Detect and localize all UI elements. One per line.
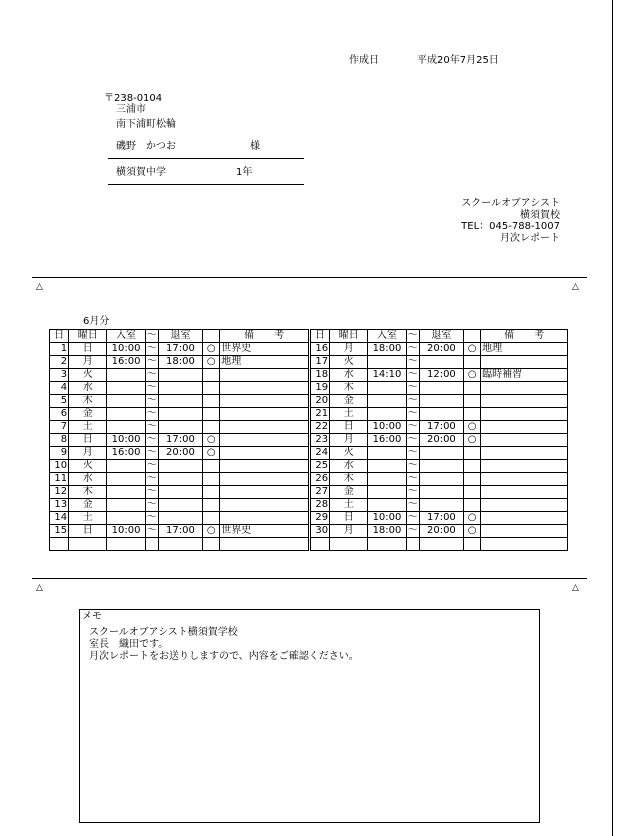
checkout-cell: 20:00 [158, 447, 202, 460]
day-cell: 19 [310, 382, 329, 395]
weekday-cell: 火 [330, 447, 368, 460]
day-cell: 18 [310, 369, 329, 382]
header-checkout: 退室 [419, 330, 463, 343]
recipient-city: 三浦市 [116, 104, 146, 115]
day-cell: 28 [310, 499, 329, 512]
checkin-cell [107, 499, 145, 512]
checkout-cell [158, 421, 202, 434]
weekday-cell: 木 [69, 486, 107, 499]
recipient-name: 磯野 かつお [116, 141, 176, 152]
mark-cell [464, 356, 481, 369]
recipient-address: 南下浦町松輪 [116, 119, 176, 130]
mark-cell: ○ [464, 525, 481, 538]
checkout-cell [419, 395, 463, 408]
remarks-cell [220, 421, 309, 434]
checkin-cell [368, 486, 406, 499]
checkout-cell [158, 486, 202, 499]
header-checkin: 入室 [107, 330, 145, 343]
table-row [50, 538, 568, 551]
remarks-cell [220, 538, 309, 551]
weekday-cell: 水 [69, 473, 107, 486]
tilde-cell: 〜 [407, 369, 418, 380]
day-cell [50, 538, 69, 551]
sender-tel: TEL：045-788-1007 [461, 221, 560, 232]
checkin-cell: 18:00 [368, 343, 406, 356]
tilde-cell: 〜 [146, 356, 157, 367]
remarks-cell [220, 382, 309, 395]
sender-report-title: 月次レポート [500, 233, 560, 244]
checkin-cell [368, 395, 406, 408]
remarks-cell [481, 408, 568, 421]
day-cell: 1 [50, 343, 69, 356]
mark-cell [203, 460, 220, 473]
checkout-cell [158, 460, 202, 473]
weekday-cell: 火 [330, 356, 368, 369]
created-date: 平成20年7月25日 [417, 55, 499, 66]
remarks-cell: 世界史 [220, 525, 309, 538]
checkin-cell [368, 499, 406, 512]
tilde-cell [145, 538, 158, 551]
mark-cell: ○ [464, 343, 481, 356]
mark-cell [464, 460, 481, 473]
day-cell: 9 [50, 447, 69, 460]
remarks-cell [481, 499, 568, 512]
tilde-cell: 〜 [146, 369, 157, 380]
weekday-cell: 日 [330, 512, 368, 525]
mark-cell: ○ [203, 525, 220, 538]
tilde-cell: 〜 [146, 486, 157, 497]
table-row [50, 525, 568, 538]
fold-marker-right: △ [572, 583, 579, 593]
checkout-cell [419, 447, 463, 460]
weekday-cell: 火 [69, 460, 107, 473]
name-underline [108, 158, 304, 159]
recipient-grade: 1年 [236, 167, 253, 178]
fold-marker-right: △ [572, 282, 579, 292]
checkin-cell [368, 356, 406, 369]
day-cell: 21 [310, 408, 329, 421]
day-cell: 4 [50, 382, 69, 395]
checkin-cell [107, 512, 145, 525]
day-cell: 15 [50, 525, 69, 538]
table-row [50, 369, 568, 382]
tilde-cell: 〜 [146, 421, 157, 432]
day-cell [310, 538, 329, 551]
sender-branch: 横須賀校 [520, 210, 560, 221]
memo-line: 月次レポートをお送りしますので、内容をご確認ください。 [89, 651, 359, 662]
weekday-cell: 木 [330, 382, 368, 395]
tilde-cell: 〜 [407, 421, 418, 432]
mark-cell [203, 473, 220, 486]
tilde-cell: 〜 [407, 434, 418, 445]
checkout-cell: 17:00 [158, 343, 202, 356]
table-row [50, 408, 568, 421]
day-cell: 6 [50, 408, 69, 421]
checkout-cell: 20:00 [419, 434, 463, 447]
remarks-cell: 臨時補習 [481, 369, 568, 382]
recipient-school: 横須賀中学 [116, 167, 166, 178]
day-cell: 20 [310, 395, 329, 408]
weekday-cell: 日 [330, 421, 368, 434]
table-header-row [50, 330, 568, 343]
tilde-cell: 〜 [407, 512, 418, 523]
mark-cell [203, 538, 220, 551]
remarks-cell: 地理 [481, 343, 568, 356]
checkout-cell [419, 538, 463, 551]
weekday-cell: 金 [330, 486, 368, 499]
checkout-cell: 20:00 [419, 343, 463, 356]
honorific: 様 [250, 141, 260, 152]
mark-cell: ○ [203, 343, 220, 356]
remarks-cell [481, 395, 568, 408]
day-cell: 8 [50, 434, 69, 447]
mark-cell [203, 421, 220, 434]
mark-cell [464, 408, 481, 421]
weekday-cell: 月 [330, 525, 368, 538]
day-cell: 7 [50, 421, 69, 434]
mark-cell [464, 447, 481, 460]
header-weekday: 曜日 [330, 330, 368, 343]
checkout-cell: 17:00 [419, 421, 463, 434]
checkin-cell: 14:10 [368, 369, 406, 382]
created-label: 作成日 [349, 55, 379, 66]
checkout-cell [419, 499, 463, 512]
day-cell: 2 [50, 356, 69, 369]
checkin-cell: 10:00 [107, 343, 145, 356]
mark-cell: ○ [464, 434, 481, 447]
section-divider-top [32, 277, 587, 278]
header-tilde: 〜 [146, 330, 157, 341]
day-cell: 10 [50, 460, 69, 473]
mark-cell: ○ [464, 369, 481, 382]
day-cell: 25 [310, 460, 329, 473]
tilde-cell: 〜 [146, 512, 157, 523]
checkin-cell: 10:00 [107, 525, 145, 538]
remarks-cell [220, 408, 309, 421]
weekday-cell [330, 538, 368, 551]
tilde-cell: 〜 [146, 499, 157, 510]
header-tilde: 〜 [407, 330, 418, 341]
weekday-cell: 水 [330, 460, 368, 473]
month-label: 6月分 [83, 316, 110, 327]
table-row [50, 473, 568, 486]
day-cell: 13 [50, 499, 69, 512]
tilde-cell: 〜 [407, 408, 418, 419]
checkout-cell [158, 512, 202, 525]
day-cell: 29 [310, 512, 329, 525]
checkin-cell: 16:00 [107, 356, 145, 369]
checkout-cell [158, 408, 202, 421]
mark-cell [464, 382, 481, 395]
checkin-cell [107, 395, 145, 408]
fold-marker-left: △ [36, 282, 43, 292]
checkin-cell: 16:00 [107, 447, 145, 460]
remarks-cell [220, 395, 309, 408]
day-cell: 14 [50, 512, 69, 525]
checkout-cell: 17:00 [158, 434, 202, 447]
table-row [50, 382, 568, 395]
remarks-cell [481, 473, 568, 486]
memo-label: メモ [82, 611, 102, 622]
checkout-cell [419, 408, 463, 421]
checkout-cell [419, 382, 463, 395]
remarks-cell [220, 486, 309, 499]
weekday-cell: 水 [330, 369, 368, 382]
checkin-cell: 16:00 [368, 434, 406, 447]
weekday-cell: 火 [69, 369, 107, 382]
tilde-cell: 〜 [407, 486, 418, 497]
checkin-cell [107, 421, 145, 434]
weekday-cell: 日 [69, 525, 107, 538]
remarks-cell [481, 460, 568, 473]
checkout-cell [158, 382, 202, 395]
mark-cell [203, 486, 220, 499]
checkout-cell [158, 499, 202, 512]
weekday-cell: 日 [69, 434, 107, 447]
sender-org: スクールオブアシスト [461, 198, 560, 209]
checkin-cell [107, 473, 145, 486]
weekday-cell: 月 [69, 356, 107, 369]
mark-cell [203, 512, 220, 525]
tilde-cell [406, 538, 419, 551]
table-row [50, 356, 568, 369]
mark-cell [464, 473, 481, 486]
checkout-cell: 18:00 [158, 356, 202, 369]
memo-line: スクールオブアシスト横須賀学校 [89, 627, 238, 638]
checkout-cell [158, 538, 202, 551]
remarks-cell [481, 356, 568, 369]
table-row [50, 486, 568, 499]
tilde-cell: 〜 [146, 460, 157, 471]
fold-marker-left: △ [36, 583, 43, 593]
checkin-cell [107, 460, 145, 473]
day-cell: 5 [50, 395, 69, 408]
checkin-cell [107, 538, 145, 551]
tilde-cell: 〜 [146, 343, 157, 354]
remarks-cell: 世界史 [220, 343, 309, 356]
checkin-cell: 10:00 [368, 512, 406, 525]
weekday-cell: 土 [69, 512, 107, 525]
mark-cell [464, 538, 481, 551]
mark-cell: ○ [203, 356, 220, 369]
table-row [50, 447, 568, 460]
checkin-cell [368, 473, 406, 486]
checkout-cell [419, 356, 463, 369]
remarks-cell [481, 382, 568, 395]
school-underline [108, 184, 304, 185]
tilde-cell: 〜 [146, 395, 157, 406]
attendance-table [49, 329, 568, 551]
day-cell: 11 [50, 473, 69, 486]
checkin-cell: 10:00 [368, 421, 406, 434]
header-remarks: 備 考 [220, 330, 309, 343]
day-cell: 22 [310, 421, 329, 434]
weekday-cell: 木 [69, 395, 107, 408]
tilde-cell: 〜 [407, 343, 418, 354]
checkin-cell [107, 486, 145, 499]
day-cell: 3 [50, 369, 69, 382]
checkout-cell: 12:00 [419, 369, 463, 382]
day-cell: 16 [310, 343, 329, 356]
header-day: 日 [310, 330, 329, 343]
memo-line: 室長 織田です。 [89, 639, 169, 650]
day-cell: 30 [310, 525, 329, 538]
checkout-cell [158, 395, 202, 408]
mark-cell [203, 369, 220, 382]
remarks-cell [481, 447, 568, 460]
checkin-cell [107, 382, 145, 395]
mark-cell: ○ [203, 434, 220, 447]
mark-cell: ○ [203, 447, 220, 460]
weekday-cell: 日 [69, 343, 107, 356]
tilde-cell: 〜 [407, 356, 418, 367]
mark-cell [203, 395, 220, 408]
remarks-cell [220, 473, 309, 486]
checkout-cell: 17:00 [158, 525, 202, 538]
tilde-cell: 〜 [146, 408, 157, 419]
remarks-cell [481, 525, 568, 538]
postal-code: 〒238-0104 [104, 93, 163, 104]
checkin-cell [107, 408, 145, 421]
checkin-cell [368, 447, 406, 460]
mark-cell: ○ [464, 421, 481, 434]
tilde-cell: 〜 [146, 525, 157, 536]
tilde-cell: 〜 [146, 473, 157, 484]
tilde-cell: 〜 [407, 499, 418, 510]
remarks-cell [481, 486, 568, 499]
checkout-cell [419, 486, 463, 499]
remarks-cell [481, 538, 568, 551]
checkin-cell [368, 538, 406, 551]
day-cell: 27 [310, 486, 329, 499]
section-divider-bottom [32, 578, 587, 579]
remarks-cell [220, 434, 309, 447]
day-cell: 12 [50, 486, 69, 499]
remarks-cell [220, 499, 309, 512]
mark-cell [203, 499, 220, 512]
checkout-cell [419, 460, 463, 473]
day-cell: 17 [310, 356, 329, 369]
weekday-cell: 金 [69, 408, 107, 421]
header-mark [464, 330, 481, 343]
header-mark [203, 330, 220, 343]
table-row [50, 343, 568, 356]
remarks-cell [481, 512, 568, 525]
table-row [50, 434, 568, 447]
tilde-cell: 〜 [146, 447, 157, 458]
weekday-cell: 土 [330, 408, 368, 421]
weekday-cell [69, 538, 107, 551]
tilde-cell: 〜 [407, 395, 418, 406]
mark-cell [464, 486, 481, 499]
checkout-cell [158, 473, 202, 486]
checkin-cell [107, 369, 145, 382]
weekday-cell: 月 [69, 447, 107, 460]
tilde-cell: 〜 [146, 434, 157, 445]
weekday-cell: 土 [330, 499, 368, 512]
checkin-cell: 18:00 [368, 525, 406, 538]
checkout-cell [158, 369, 202, 382]
mark-cell [203, 382, 220, 395]
weekday-cell: 金 [330, 395, 368, 408]
checkout-cell [419, 473, 463, 486]
tilde-cell: 〜 [407, 525, 418, 536]
day-cell: 24 [310, 447, 329, 460]
header-weekday: 曜日 [69, 330, 107, 343]
remarks-cell [481, 421, 568, 434]
table-row [50, 499, 568, 512]
weekday-cell: 月 [330, 434, 368, 447]
weekday-cell: 水 [69, 382, 107, 395]
remarks-cell [481, 434, 568, 447]
mark-cell [464, 395, 481, 408]
remarks-cell: 地理 [220, 356, 309, 369]
checkin-cell [368, 382, 406, 395]
table-row [50, 421, 568, 434]
table-row [50, 512, 568, 525]
mark-cell: ○ [464, 512, 481, 525]
remarks-cell [220, 369, 309, 382]
table-row [50, 395, 568, 408]
remarks-cell [220, 447, 309, 460]
header-checkin: 入室 [368, 330, 406, 343]
header-day: 日 [50, 330, 69, 343]
mark-cell [464, 499, 481, 512]
checkout-cell: 20:00 [419, 525, 463, 538]
checkin-cell: 10:00 [107, 434, 145, 447]
tilde-cell: 〜 [146, 382, 157, 393]
tilde-cell: 〜 [407, 460, 418, 471]
weekday-cell: 月 [330, 343, 368, 356]
tilde-cell: 〜 [407, 447, 418, 458]
mark-cell [203, 408, 220, 421]
day-cell: 26 [310, 473, 329, 486]
weekday-cell: 金 [69, 499, 107, 512]
checkout-cell: 17:00 [419, 512, 463, 525]
weekday-cell: 土 [69, 421, 107, 434]
table-row [50, 460, 568, 473]
memo-box [79, 609, 540, 823]
header-remarks: 備 考 [481, 330, 568, 343]
tilde-cell: 〜 [407, 473, 418, 484]
checkin-cell [368, 408, 406, 421]
checkin-cell [368, 460, 406, 473]
day-cell: 23 [310, 434, 329, 447]
remarks-cell [220, 460, 309, 473]
tilde-cell: 〜 [407, 382, 418, 393]
weekday-cell: 木 [330, 473, 368, 486]
header-checkout: 退室 [158, 330, 202, 343]
remarks-cell [220, 512, 309, 525]
